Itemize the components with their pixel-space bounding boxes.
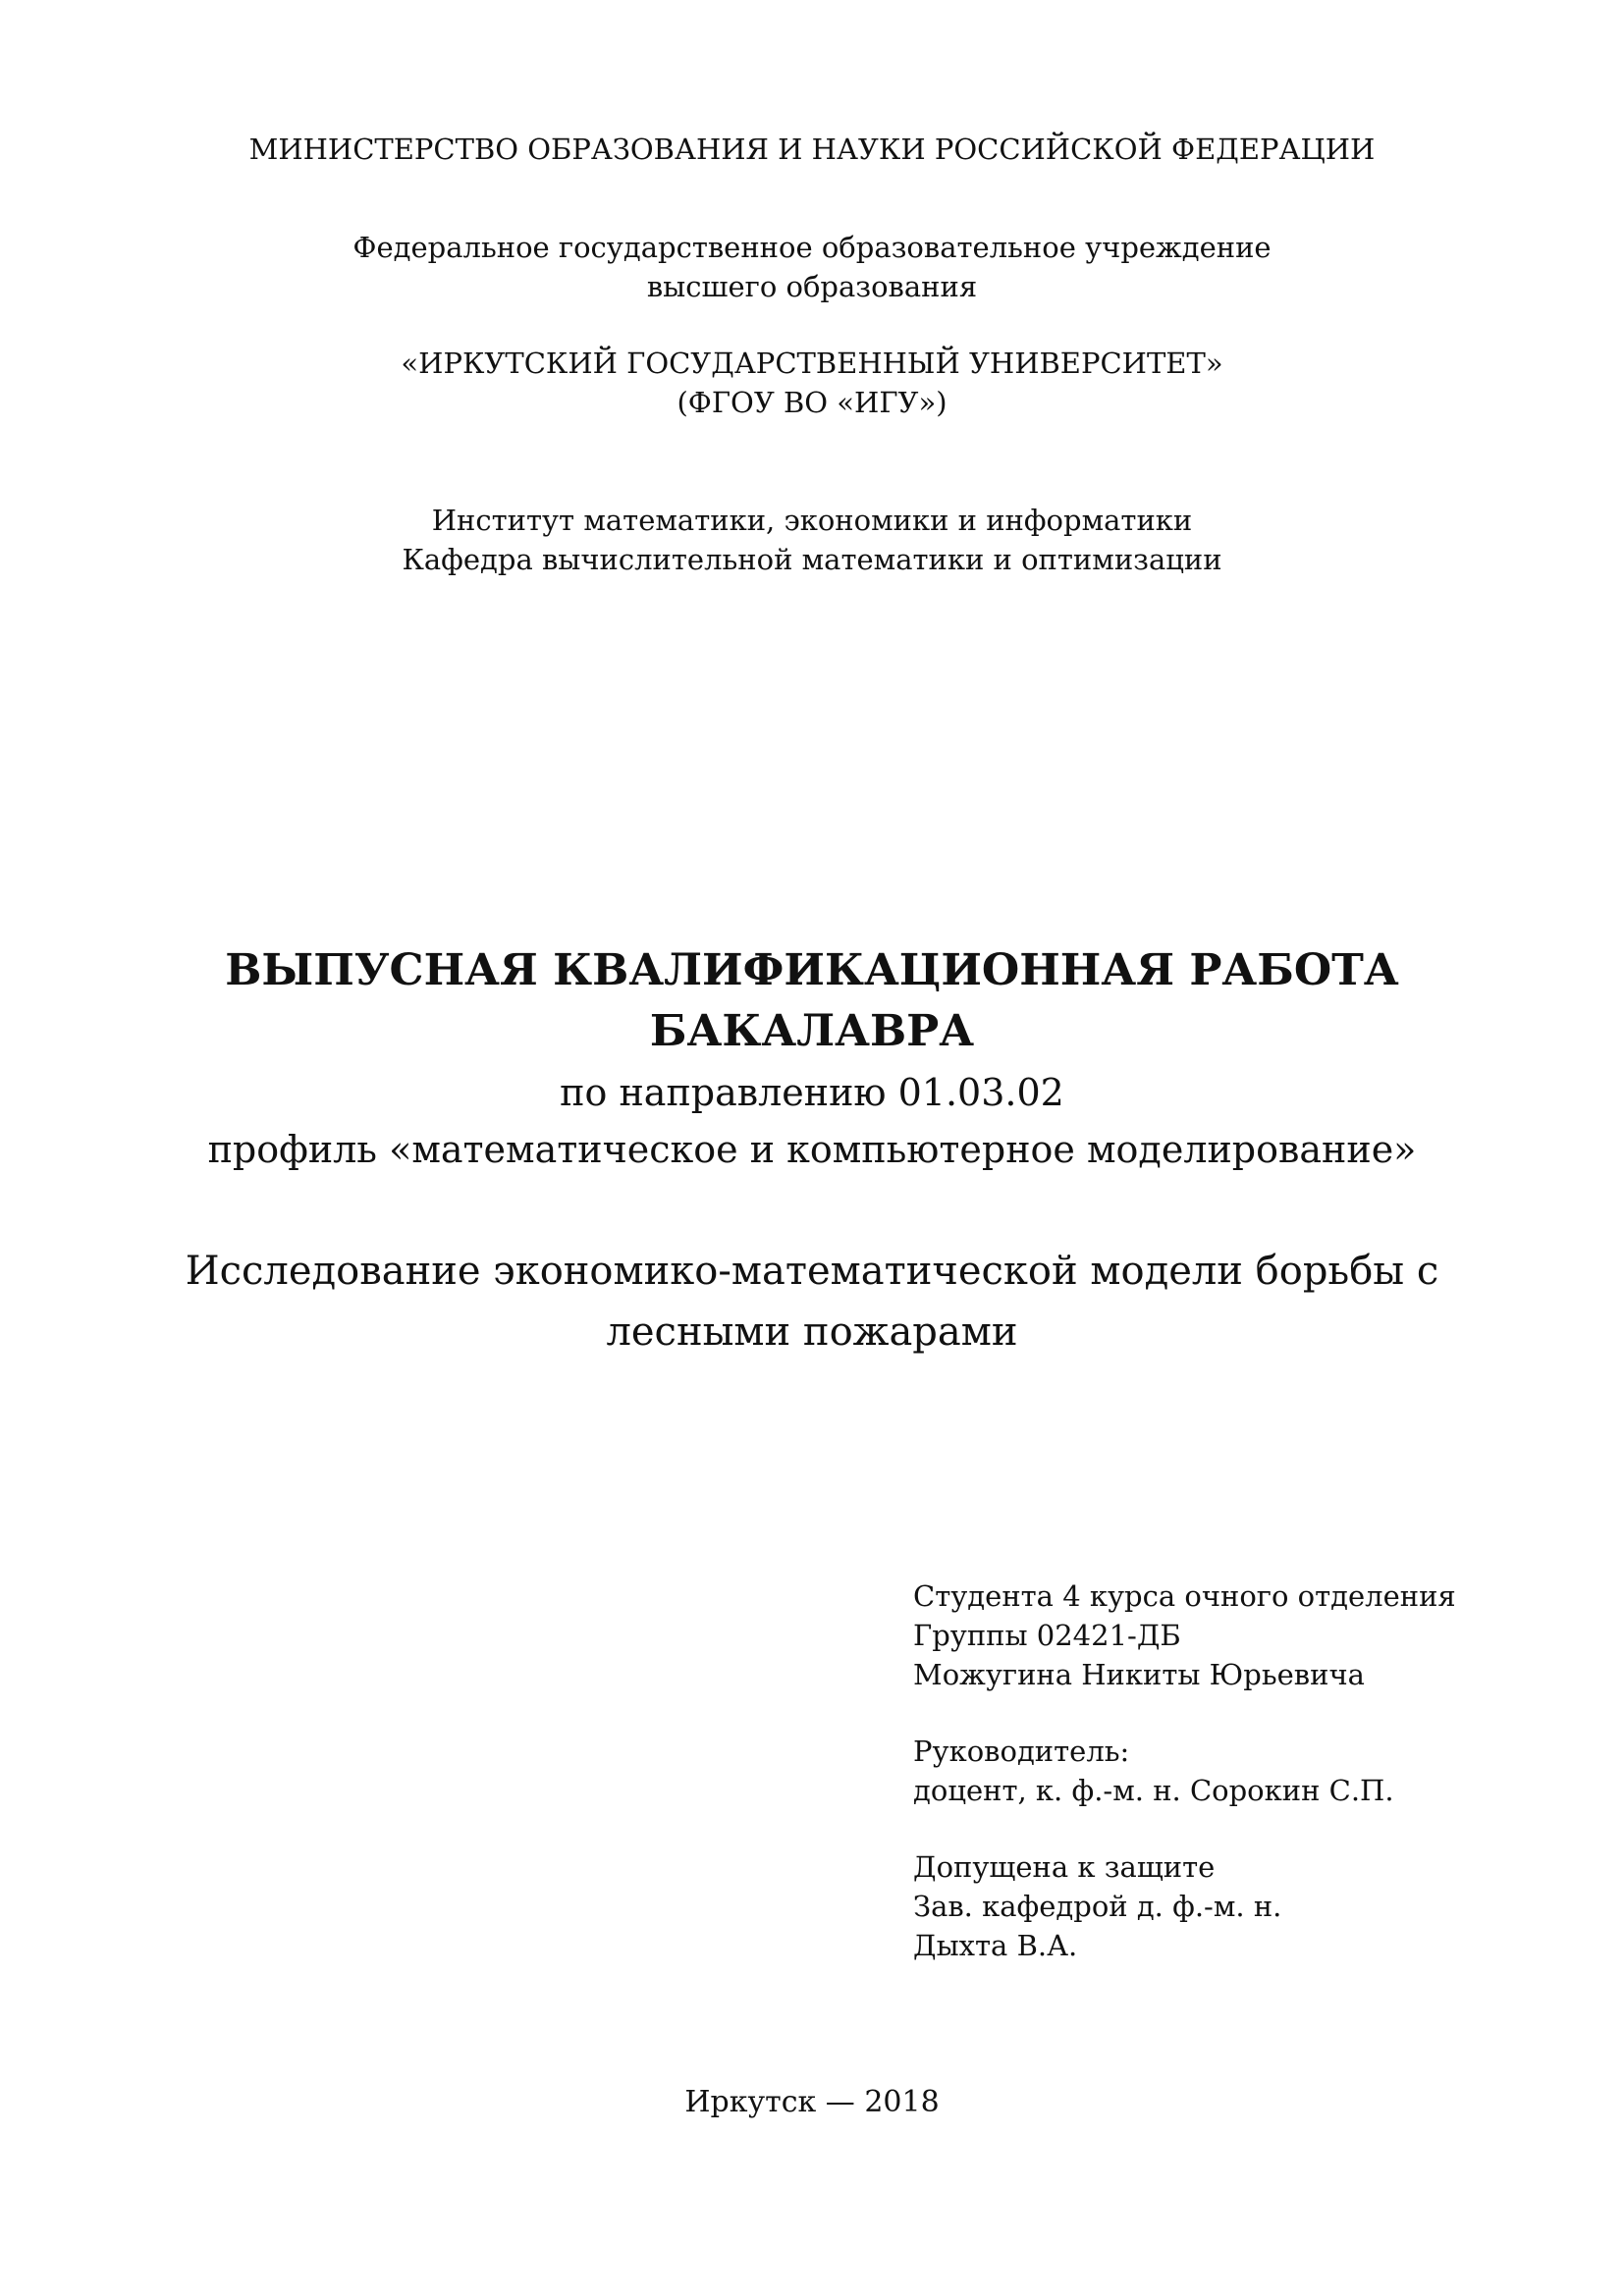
work-title-line1: ВЫПУСНАЯ КВАЛИФИКАЦИОННАЯ РАБОТА [225,945,1399,995]
approval-head-name: Дыхта В.А. [913,1929,1078,1962]
ministry-heading [0,130,1624,169]
student-course: Студента 4 курса очного отделения [913,1579,1456,1613]
institution-type-line1: Федеральное государственное образовательное учреждение [352,231,1272,264]
university-name-line1: «ИРКУТСКИЙ ГОСУДАРСТВЕННЫЙ УНИВЕРСИТЕТ» [401,347,1223,380]
profile-text: профиль «математическое и компьютерное моделирование» [207,1128,1417,1171]
student-group: Группы 02421-ДБ [913,1619,1181,1652]
direction-text: по направлению 01.03.02 [560,1071,1064,1114]
approval-head-title: Зав. кафедрой д. ф.-м. н. [913,1890,1282,1923]
institute-block [0,501,1624,579]
approval-status: Допущена к защите [913,1850,1216,1884]
ministry-text: МИНИСТЕРСТВО ОБРАЗОВАНИЯ И НАУКИ РОССИЙСКОЙ ФЕДЕРАЦИИ [248,133,1376,166]
student-info [913,1576,1542,1694]
supervisor-label: Руководитель: [913,1735,1130,1768]
direction-block [0,1064,1624,1178]
supervisor-name: доцент, к. ф.-м. н. Сорокин С.П. [913,1774,1394,1807]
department-name: Кафедра вычислительной математики и оптимизации [402,543,1222,576]
university-name [0,344,1624,422]
city-year [0,2083,1624,2122]
institution-type-line2: высшего образования [646,270,978,303]
university-abbreviation: (ФГОУ ВО «ИГУ») [677,386,947,419]
thesis-topic-line2: лесными пожарами [606,1309,1018,1355]
thesis-topic [0,1241,1624,1362]
work-title [0,940,1624,1062]
city-year-text: Иркутск — 2018 [684,2085,940,2119]
work-title-line2: БАКАЛАВРА [649,1006,975,1056]
author-info-block [913,1576,1542,2002]
student-name: Можугина Никиты Юрьевича [913,1658,1365,1691]
supervisor-info [913,1732,1542,1810]
thesis-topic-line1: Исследование экономико-математической модели борьбы с [185,1249,1439,1294]
institute-name: Институт математики, экономики и информатики [431,504,1193,537]
institution-type [0,228,1624,306]
approval-info [913,1847,1542,1965]
